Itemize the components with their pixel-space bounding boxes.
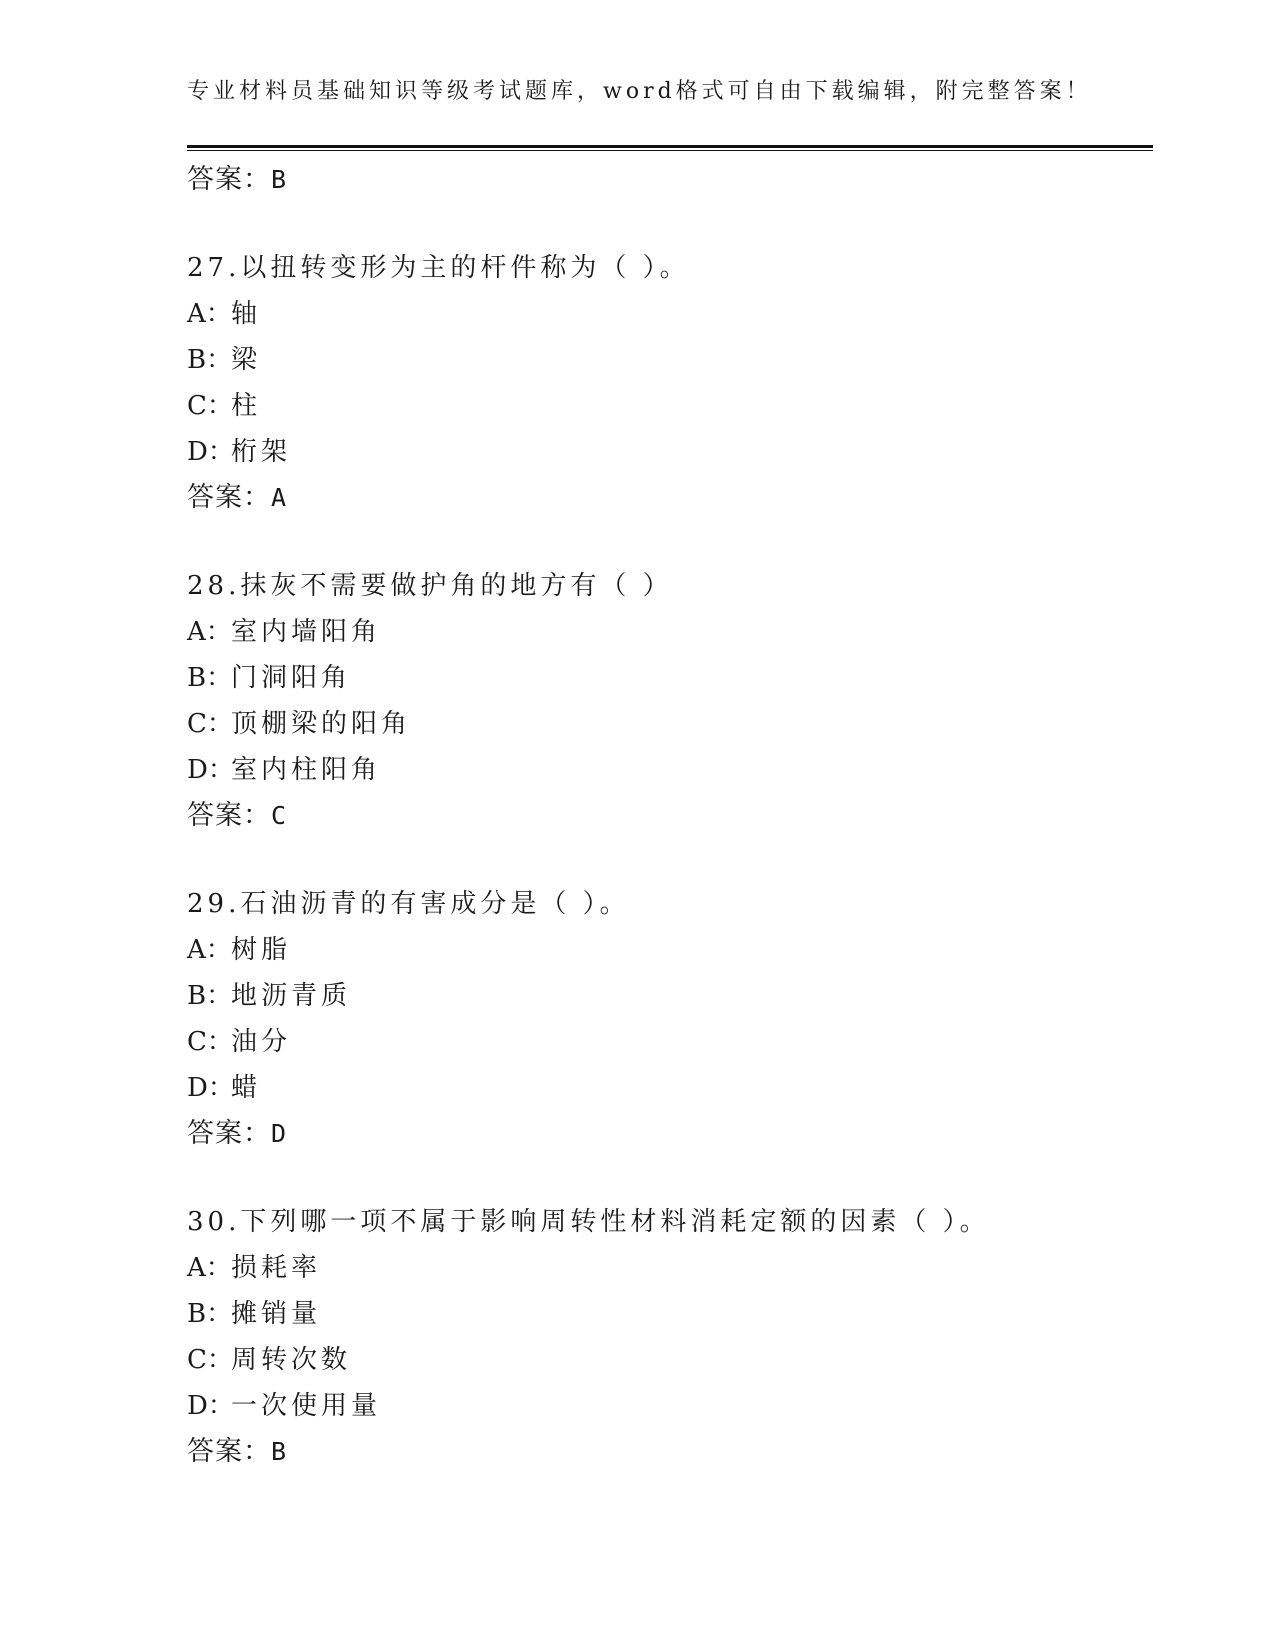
option-text: 树脂	[231, 935, 292, 965]
answer-value: A	[271, 483, 288, 512]
question-27	[187, 245, 1153, 521]
option-b	[187, 1291, 1153, 1337]
option-key: A：	[187, 617, 232, 647]
option-text: 摊销量	[231, 1299, 322, 1329]
option-b	[187, 973, 1153, 1019]
answer-label: 答案：	[187, 482, 271, 513]
answer-value: B	[271, 165, 288, 194]
option-d	[187, 747, 1153, 793]
option-text: 室内柱阳角	[231, 755, 382, 785]
question-30	[187, 1199, 1153, 1475]
answer	[187, 1429, 1153, 1475]
header-rule-thin	[187, 150, 1153, 151]
answer-value: D	[271, 1119, 288, 1148]
option-c	[187, 383, 1153, 429]
option-text: 室内墙阳角	[231, 617, 382, 647]
option-key: B：	[187, 981, 233, 1011]
option-key: C：	[187, 391, 233, 421]
option-key: C：	[187, 709, 233, 739]
option-text: 地沥青质	[231, 981, 352, 1011]
option-key: D：	[187, 437, 234, 467]
header-rule-thick	[187, 145, 1153, 148]
answer-label: 答案：	[187, 800, 271, 831]
previous-answer	[187, 157, 1153, 203]
option-d	[187, 429, 1153, 475]
option-key: C：	[187, 1345, 233, 1375]
option-d	[187, 1383, 1153, 1429]
option-key: A：	[187, 1253, 232, 1283]
option-a	[187, 1245, 1153, 1291]
answer-value: B	[271, 1437, 288, 1466]
option-key: D：	[187, 1073, 234, 1103]
answer	[187, 793, 1153, 839]
option-c	[187, 701, 1153, 747]
option-b	[187, 337, 1153, 383]
answer-label: 答案：	[187, 1118, 271, 1149]
answer-value: C	[271, 801, 288, 830]
question-29	[187, 881, 1153, 1157]
option-a	[187, 291, 1153, 337]
option-key: B：	[187, 345, 233, 375]
option-text: 柱	[231, 391, 262, 421]
question-stem: 28.抹灰不需要做护角的地方有（ ）	[187, 571, 673, 601]
answer-label: 答案：	[187, 1436, 271, 1467]
option-a	[187, 927, 1153, 973]
option-a	[187, 609, 1153, 655]
option-key: D：	[187, 1391, 234, 1421]
option-text: 梁	[231, 345, 262, 375]
option-text: 门洞阳角	[231, 663, 352, 693]
option-text: 一次使用量	[231, 1391, 382, 1421]
option-b	[187, 655, 1153, 701]
option-d	[187, 1065, 1153, 1111]
option-key: B：	[187, 663, 233, 693]
option-text: 损耗率	[231, 1253, 322, 1283]
option-c	[187, 1019, 1153, 1065]
option-text: 油分	[231, 1027, 292, 1057]
question-28	[187, 563, 1153, 839]
option-key: C：	[187, 1027, 233, 1057]
option-key: A：	[187, 299, 232, 329]
answer-label: 答案：	[187, 164, 271, 195]
answer	[187, 1111, 1153, 1157]
page-header: 专业材料员基础知识等级考试题库，word格式可自由下载编辑，附完整答案！	[187, 79, 1092, 104]
option-text: 轴	[231, 299, 262, 329]
question-stem: 29.石油沥青的有害成分是（ ）。	[187, 889, 630, 919]
answer	[187, 475, 1153, 521]
option-text: 蜡	[231, 1073, 262, 1103]
option-c	[187, 1337, 1153, 1383]
option-key: B：	[187, 1299, 233, 1329]
option-key: D：	[187, 755, 234, 785]
option-text: 顶棚梁的阳角	[231, 709, 412, 739]
question-list	[187, 157, 1153, 1475]
option-text: 周转次数	[231, 1345, 352, 1375]
option-text: 桁架	[231, 437, 292, 467]
question-stem: 27.以扭转变形为主的杆件称为（ ）。	[187, 253, 690, 283]
option-key: A：	[187, 935, 232, 965]
question-stem: 30.下列哪一项不属于影响周转性材料消耗定额的因素（ ）。	[187, 1207, 990, 1237]
